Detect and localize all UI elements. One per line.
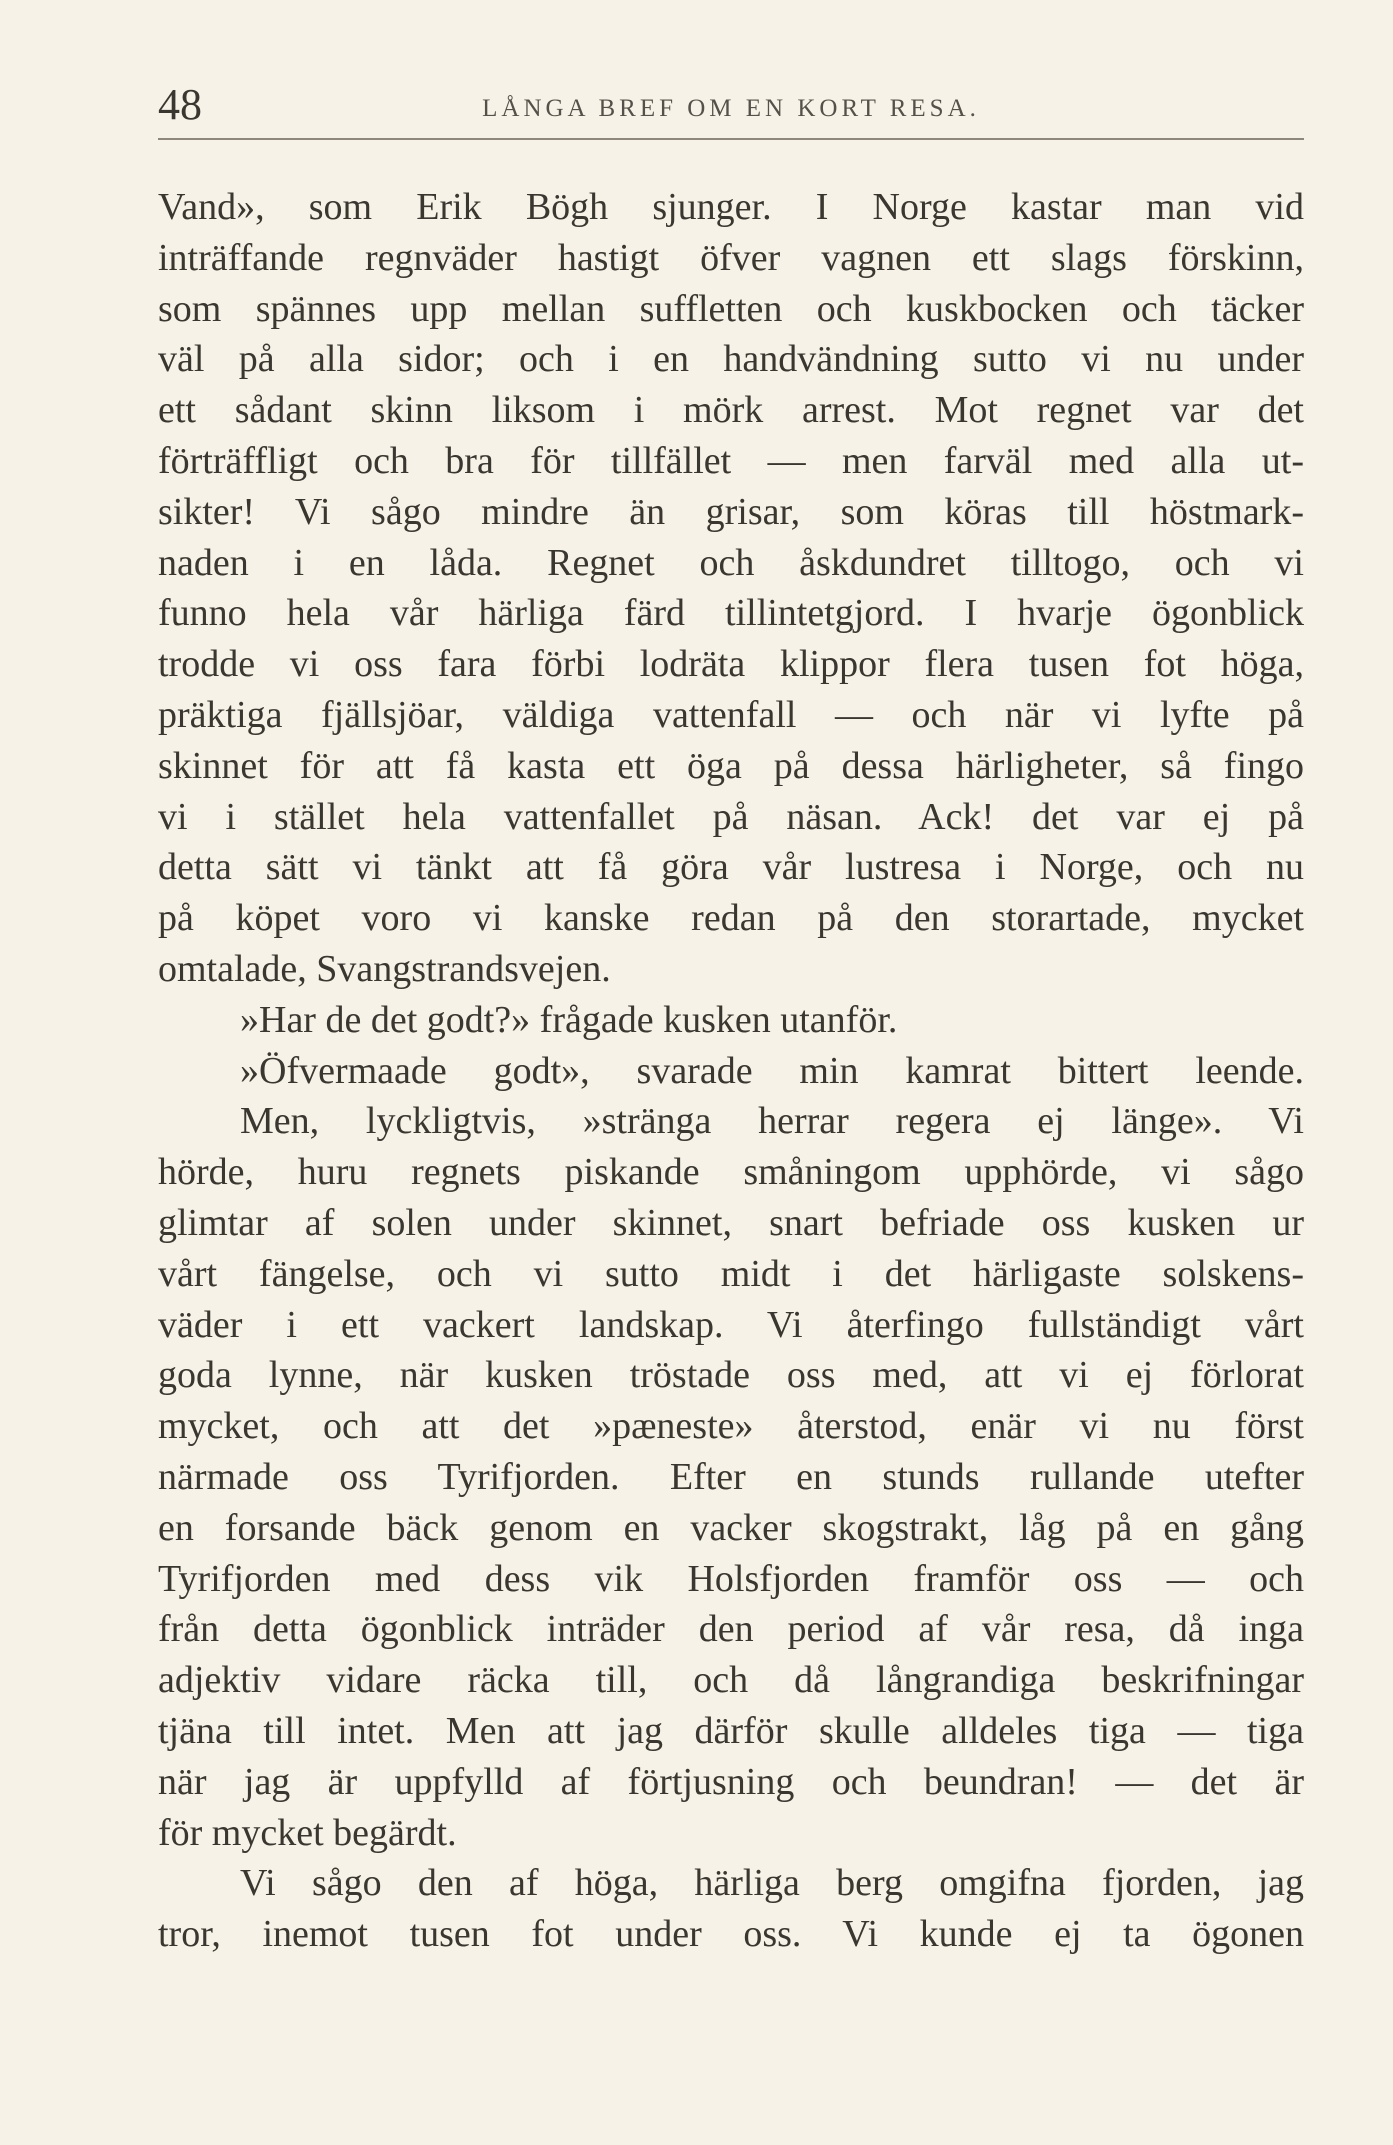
text-line: Vi sågo den af höga, härliga berg omgifna fjorden, jag: [240, 1862, 1304, 1905]
text-line: ett sådant skinn liksom i mörk arrest. Mot regnet var det: [158, 389, 1304, 432]
text-line: glimtar af solen under skinnet, snart befriade oss kusken ur: [158, 1201, 1304, 1244]
page-number: 48: [158, 80, 202, 129]
text-line: sikter! Vi sågo mindre än grisar, som köras till höstmark-: [158, 490, 1304, 533]
text-line: vi i stället hela vattenfallet på näsan. Ack! det var ej på: [158, 795, 1304, 838]
text-line: från detta ögonblick inträder den period af vår resa, då inga: [158, 1608, 1304, 1651]
header-rule: [158, 138, 1304, 140]
text-line: inträffande regnväder hastigt öfver vagnen ett slags förskinn,: [158, 236, 1304, 279]
text-line: väl på alla sidor; och i en handvändning sutto vi nu under: [158, 338, 1304, 381]
text-line: som spännes upp mellan suffletten och kuskbocken och täcker: [158, 287, 1304, 330]
text-line: hörde, huru regnets piskande småningom upphörde, vi sågo: [158, 1151, 1304, 1194]
text-line: trodde vi oss fara förbi lodräta klippor flera tusen fot höga,: [158, 643, 1304, 686]
text-line: detta sätt vi tänkt att få göra vår lustresa i Norge, och nu: [158, 846, 1304, 889]
text-line: närmade oss Tyrifjorden. Efter en stunds rullande utefter: [158, 1455, 1304, 1498]
text-line: naden i en låda. Regnet och åskdundret tilltogo, och vi: [158, 541, 1304, 584]
text-line: väder i ett vackert landskap. Vi återfingo fullständigt vårt: [158, 1303, 1304, 1346]
text-line: Tyrifjorden med dess vik Holsfjorden framför oss — och: [158, 1557, 1304, 1600]
text-line: funno hela vår härliga färd tillintetgjord. I hvarje ögonblick: [158, 592, 1304, 635]
text-line: »Öfvermaade godt», svarade min kamrat bittert leende.: [240, 1049, 1304, 1092]
text-line: för mycket begärdt.: [158, 1811, 457, 1854]
text-line: goda lynne, när kusken tröstade oss med, att vi ej förlorat: [158, 1354, 1304, 1397]
text-line: förträffligt och bra för tillfället — men farväl med alla ut-: [158, 439, 1304, 482]
text-line: omtalade, Svangstrandsvejen.: [158, 947, 611, 990]
page-header: [158, 80, 1304, 130]
text-line: en forsande bäck genom en vacker skogstrakt, låg på en gång: [158, 1506, 1304, 1549]
text-line: tror, inemot tusen fot under oss. Vi kunde ej ta ögonen: [158, 1913, 1304, 1956]
text-line: vårt fängelse, och vi sutto midt i det härligaste solskens-: [158, 1252, 1304, 1295]
text-line: mycket, och att det »pæneste» återstod, enär vi nu först: [158, 1405, 1304, 1448]
text-line: adjektiv vidare räcka till, och då långrandiga beskrifningar: [158, 1659, 1304, 1702]
text-line: Men, lyckligtvis, »stränga herrar regera ej länge». Vi: [240, 1100, 1304, 1143]
text-line: tjäna till intet. Men att jag därför skulle alldeles tiga — tiga: [158, 1709, 1304, 1752]
text-line: på köpet voro vi kanske redan på den storartade, mycket: [158, 897, 1304, 940]
body-text: [158, 182, 1304, 1960]
text-line: skinnet för att få kasta ett öga på dessa härligheter, så fingo: [158, 744, 1304, 787]
text-line: »Har de det godt?» frågade kusken utanför.: [240, 998, 898, 1041]
running-title: LÅNGA BREF OM EN KORT RESA.: [482, 95, 980, 122]
text-line: präktiga fjällsjöar, väldiga vattenfall — och när vi lyfte på: [158, 693, 1304, 736]
text-line: Vand», som Erik Bögh sjunger. I Norge kastar man vid: [158, 186, 1304, 228]
text-line: när jag är uppfylld af förtjusning och beundran! — det är: [158, 1760, 1304, 1803]
